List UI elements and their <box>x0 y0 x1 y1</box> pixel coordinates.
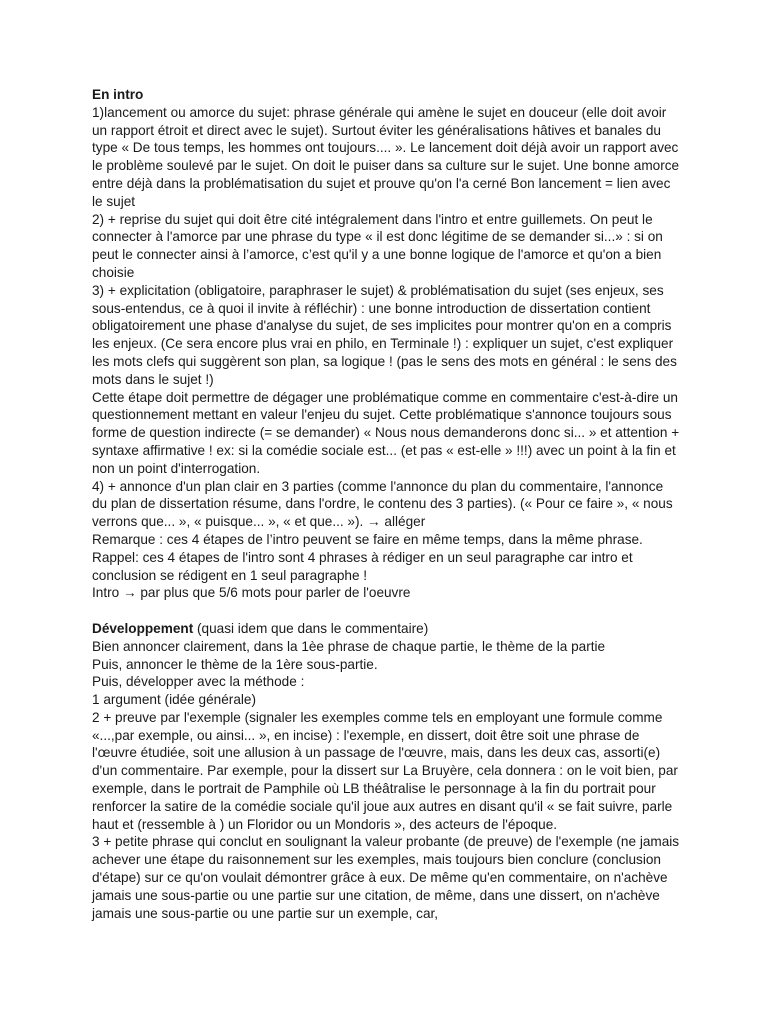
intro-heading: En intro <box>92 87 144 102</box>
intro-step-4: 4) + annonce d'un plan clair en 3 parties (comme l'annonce du plan du commentaire, l'annonce du plan de dissertation résume, dans l'ordre, le contenu des 3 parties). (« Pour ce faire », « nous verrons que... », « puisque... », « et que... »). → alléger <box>92 478 673 530</box>
intro-section <box>92 86 682 602</box>
developpement-heading: Développement <box>92 620 194 636</box>
intro-step-3: 3) + explicitation (obligatoire, paraphraser le sujet) & problématisation du sujet (ses enjeux, ses sous-entendus, ce à quoi il invite à réfléchir) : une bonne introduction de dissertation contient obligatoirement une phase d'analyse du sujet, de ses implicites pour montrer qu'on en a compris les enjeux. (Ce sera encore plus vrai en philo, en Terminale !) : expliquer un sujet, c'est expliquer les mots clefs qui suggèrent son plan, sa logique ! (pas le sens des mots en général : le sens des mots dans le sujet !) <box>92 282 677 387</box>
dev-annonce-sous-partie: Puis, annoncer le thème de la 1ère sous-partie. <box>92 656 378 672</box>
dev-argument: 1 argument (idée générale) <box>92 692 256 708</box>
document-page <box>92 86 682 922</box>
dev-annonce-partie: Bien annoncer clairement, dans la 1èe phrase de chaque partie, le thème de la partie <box>92 638 606 654</box>
developpement-section <box>92 620 682 923</box>
dev-preuve-exemple: 2 + preuve par l'exemple (signaler les exemples comme tels en employant une formule comme «...,par exemple, ou ainsi... », en incise) : l'exemple, en dissert, doit être soit une phrase de l'œuvre étudiée, soit une allusion à un passage de l'œuvre, mais, dans les deux cas, assorti(e) d'un commentaire. Par exemple, pour la dissert sur La Bruyère, cela donnera : on le voit bien, par exemple, dans le portrait de Pamphile où LB théâtralise le personnage à la fin du portrait pour renforcer la satire de la comédie sociale qu'il joue aux autres en disant qu'il « se fait suivre, parle haut et (ressemble à ) un Floridor ou un Mondoris », des acteurs de l'époque. <box>92 709 678 832</box>
intro-step-1: 1)lancement ou amorce du sujet: phrase générale qui amène le sujet en douceur (elle doit avoir un rapport étroit et direct avec le sujet). Surtout éviter les généralisations hâtives et banales du type « De tous temps, les hommes ont toujours.... ». Le lancement doit déjà avoir un rapport avec le problème soulevé par le sujet. On doit le puiser dans sa culture sur le sujet. Une bonne amorce entre déjà dans la problématisation du sujet et prouve qu'on l'a cerné Bon lancement = lien avec le sujet <box>92 104 680 209</box>
intro-problematique: Cette étape doit permettre de dégager une problématique comme en commentaire c'est-à-dire un questionnement mettant en valeur l'enjeu du sujet. Cette problématique s'annonce toujours sous forme de question indirecte (= se demander) « Nous nous demanderons donc si... » et attention + syntaxe affirmative ! ex: si la comédie sociale est... (et pas « est-elle » !!!) avec un point à la fin et non un point d'interrogation. <box>92 389 680 476</box>
developpement-heading-line <box>92 620 682 638</box>
intro-rappel: Rappel: ces 4 étapes de l'intro sont 4 phrases à rédiger en un seul paragraphe car intro et conclusion se rédigent en 1 seul paragraphe ! <box>92 549 633 583</box>
intro-remarque: Remarque : ces 4 étapes de l’intro peuvent se faire en même temps, dans la même phrase. <box>92 531 643 547</box>
dev-methode: Puis, développer avec la méthode : <box>92 674 305 690</box>
intro-oeuvre-note: Intro → par plus que 5/6 mots pour parler de l'oeuvre <box>92 585 411 601</box>
dev-conclusion-etape: 3 + petite phrase qui conclut en soulignant la valeur probante (de preuve) de l'exemple (ne jamais achever une étape du raisonnement sur les exemples, mais toujours bien conclure (conclusion d'étape) sur ce qu'on voulait démontrer grâce à eux. De même qu'en commentaire, on n'achève jamais une sous-partie ou une partie sur une citation, de même, dans une dissert, on n'achève jamais une sous-partie ou une partie sur un exemple, car, <box>92 834 680 921</box>
developpement-heading-note: (quasi idem que dans le commentaire) <box>193 620 429 636</box>
intro-step-2: 2) + reprise du sujet qui doit être cité intégralement dans l'intro et entre guillemets. On peut le connecter à l'amorce par une phrase du type « il est donc légitime de se demander si...» : si on peut le connecter ainsi à l’amorce, c’est qu'il y a une bonne logique de l'amorce et qu'on a bien choisie <box>92 211 663 280</box>
